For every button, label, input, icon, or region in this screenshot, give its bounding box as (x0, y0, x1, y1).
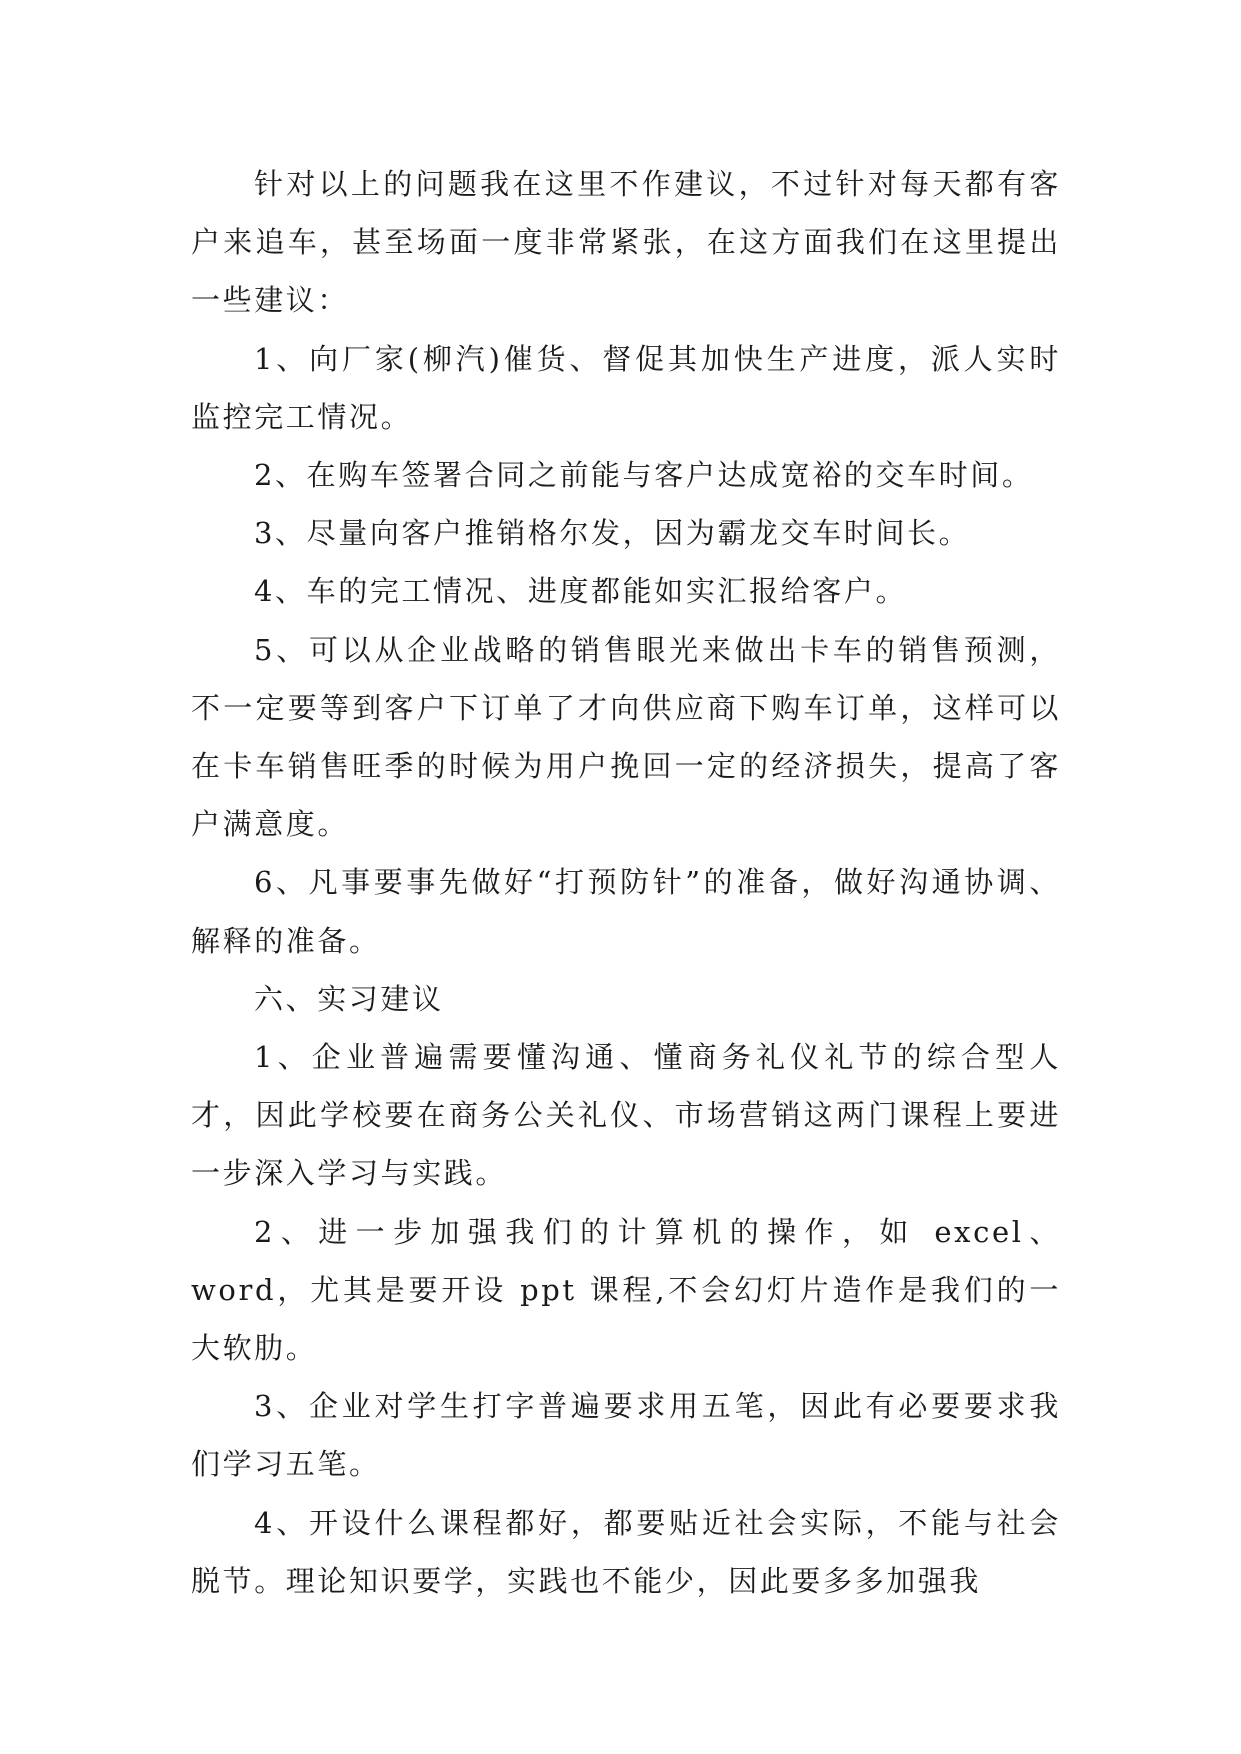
section-heading-internship-suggestions: 六、实习建议 (254, 981, 444, 1016)
paragraph-internship-3: 3、企业对学生打字普遍要求用五笔，因此有必要要求我们学习五笔。 (191, 1389, 1061, 1482)
paragraph-suggestion-3: 3、尽量向客户推销格尔发，因为霸龙交车时间长。 (254, 516, 971, 551)
document-body (191, 155, 1061, 1610)
paragraph-suggestion-2: 2、在购车签署合同之前能与客户达成宽裕的交车时间。 (254, 458, 1034, 493)
paragraph-suggestion-1: 1、向厂家(柳汽)催货、督促其加快生产进度，派人实时监控完工情况。 (191, 341, 1061, 434)
paragraph-suggestion-4: 4、车的完工情况、进度都能如实汇报给客户。 (254, 574, 908, 609)
paragraph-internship-4: 4、开设什么课程都好，都要贴近社会实际，不能与社会脱节。理论知识要学，实践也不能少，因此要多多加强我 (191, 1505, 1061, 1598)
paragraph-internship-1: 1、企业普遍需要懂沟通、懂商务礼仪礼节的综合型人才，因此学校要在商务公关礼仪、市场营销这两门课程上要进一步深入学习与实践。 (191, 1040, 1061, 1191)
paragraph-internship-2: 2、进一步加强我们的计算机的操作，如 excel、word，尤其是要开设 ppt 课程,不会幻灯片造作是我们的一大软肋。 (191, 1214, 1061, 1366)
paragraph-suggestion-6: 6、凡事要事先做好“打预防针”的准备，做好沟通协调、解释的准备。 (191, 865, 1061, 958)
paragraph-suggestion-5: 5、可以从企业战略的销售眼光来做出卡车的销售预测，不一定要等到客户下订单了才向供应商下购车订单，这样可以在卡车销售旺季的时候为用户挽回一定的经济损失，提高了客户满意度。 (191, 632, 1061, 842)
paragraph-suggestion-intro: 针对以上的问题我在这里不作建议，不过针对每天都有客户来追车，甚至场面一度非常紧张，在这方面我们在这里提出一些建议： (191, 167, 1061, 318)
